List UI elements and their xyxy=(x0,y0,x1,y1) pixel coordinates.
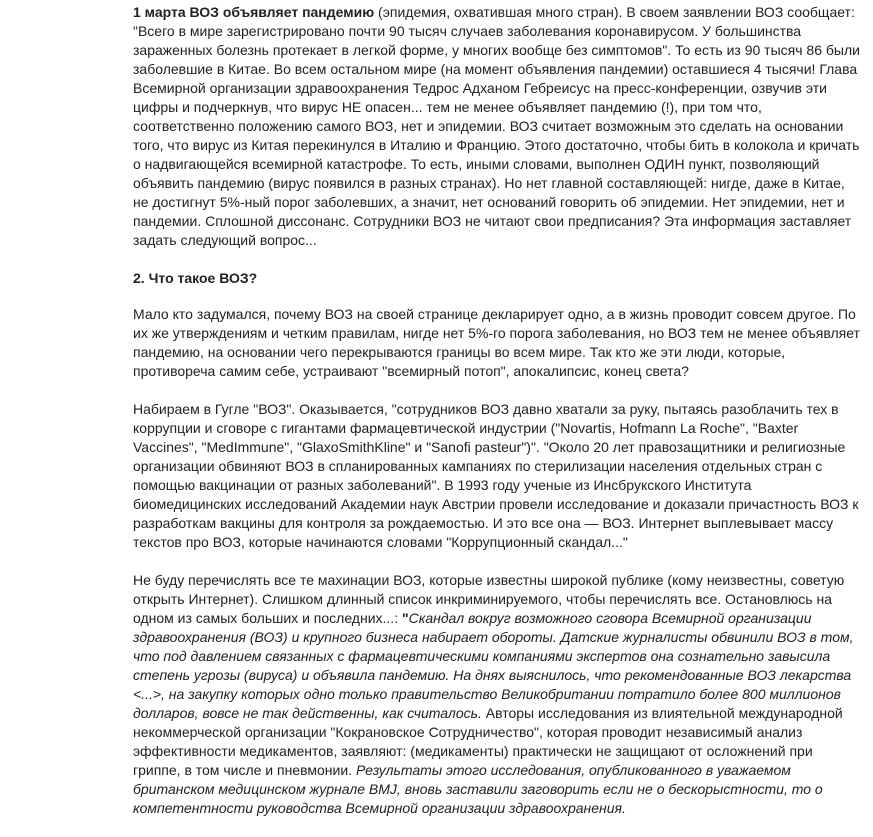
paragraph-text: Не буду перечислять все те махинации ВОЗ, которые известны широкой публике (кому неизвестны, советую открыть Интернет). Слишком длинный список инкриминируемого, чтобы перечислять все. Остановлюсь на одном из самых больших и последних...: xyxy=(133,572,845,626)
paragraph-scandal xyxy=(133,571,863,818)
paragraph-who-declares: Мало кто задумался, почему ВОЗ на своей странице декларирует одно, а в жизнь проводит совсем другое. По их же утверждениям и четким правилам, нигде нет 5%-го порога заболевания, но ВОЗ тем не менее объявляет пандемию, на основании чего перекрываются границы во всем мире. Так кто же эти люди, которые, противореча самим себе, устраивают "всемирный потоп", апокалипсис, конец света? xyxy=(133,306,860,379)
article-body xyxy=(133,3,863,837)
paragraph-text: Авторы исследования из влиятельной международной некоммерческой организации "Кокрановское Сотрудничество", которая проводит независимый анализ эффективности медикаментов, заявляют: (медикаменты) практически не защищают от осложнений при гриппе, в том числе и пневмонии. xyxy=(133,705,843,778)
paragraph-pandemic xyxy=(133,3,863,250)
quote-mark: " xyxy=(401,610,409,626)
quote-text: Скандал вокруг возможного сговора Всемирной организации здравоохранения (ВОЗ) и крупного бизнеса набирает обороты. Датские журналисты обвинили ВОЗ в том, что под давлением связанных с фармацевтическими компаниями экспертов она сознательно завысила степень угрозы (вируса) и объявила пандемию. На днях выяснилось, что рекомендованные ВОЗ лекарства <...>, на закупку которых одно только правительство Великобритании потратило более 800 миллионов долларов, вовсе не так действенны, как считалось. xyxy=(133,610,854,721)
paragraph-lead: 1 марта ВОЗ объявляет пандемию xyxy=(133,4,375,20)
quote-text: Результаты этого исследования, опубликованного в уважаемом британском медицинском журнале BMJ, вновь заставили заговорить если не о бескорыстности, то о компетентности руководства Всемирной организации здравоохранения. xyxy=(133,762,823,816)
paragraph-google-who: Набираем в Гугле "ВОЗ". Оказывается, "сотрудников ВОЗ давно хватали за руку, пытаясь разоблачить тех в коррупции и сговоре с гигантами фармацевтической индустрии ("Novartis, Hofmann La Roche", "Baxter Vaccines", "MedImmune", "GlaxoSmithKline" и "Sanofi pasteur")". "Около 20 лет правозащитники и религиозные организации обвиняют ВОЗ в спланированных кампаниях по стерилизации населения отдельных стран с помощью вакцинации от разных заболеваний". В 1993 году ученые из Инсбрукского Института биомедицинских исследований Академии наук Австрии провели исследование и доказали причастность ВОЗ к разработкам вакцины для контроля за рождаемостью. И это все она — ВОЗ. Интернет выплевывает массу текстов про ВОЗ, которые начинаются словами "Коррупционный скандал..." xyxy=(133,401,859,550)
section-heading: 2. Что такое ВОЗ? xyxy=(133,270,258,286)
paragraph-text: (эпидемия, охватившая много стран). В своем заявлении ВОЗ сообщает: "Всего в мире зарегистрировано почти 90 тысяч случаев заболевания коронавирусом. У большинства зараженных болезнь протекает в легкой форме, у многих вообще без симптомов". То есть из 90 тысяч 86 были заболевшие в Китае. Во всем остальном мире (на момент объявления пандемии) оставшиеся 4 тысячи! Глава Всемирной организации здравоохранения Тедрос Адханом Гебреисус на пресс-конференции, озвучив эти цифры и подчеркнув, что вирус НЕ опасен... тем не менее объявляет пандемию (!), при том что, соответственно положению самого ВОЗ, нет и эпидемии. ВОЗ считает возможным это сделать на основании того, что вирус из Китая перекинулся в Италию и Францию. Этого достаточно, чтобы бить в колокола и кричать о надвигающейся всемирной катастрофе. То есть, иными словами, выполнен ОДИН пункт, позволяющий объявить пандемию (вирус появился в разных странах). Но нет главной составляющей: нигде, даже в Китае, не достигнут 5%-ный порог заболевших, а значит, нет оснований говорить об эпидемии. Нет эпидемии, нет и пандемии. Сплошной диссонанс. Сотрудники ВОЗ не читают свои предписания? Эта информация заставляет задать следующий вопрос... xyxy=(133,4,860,248)
